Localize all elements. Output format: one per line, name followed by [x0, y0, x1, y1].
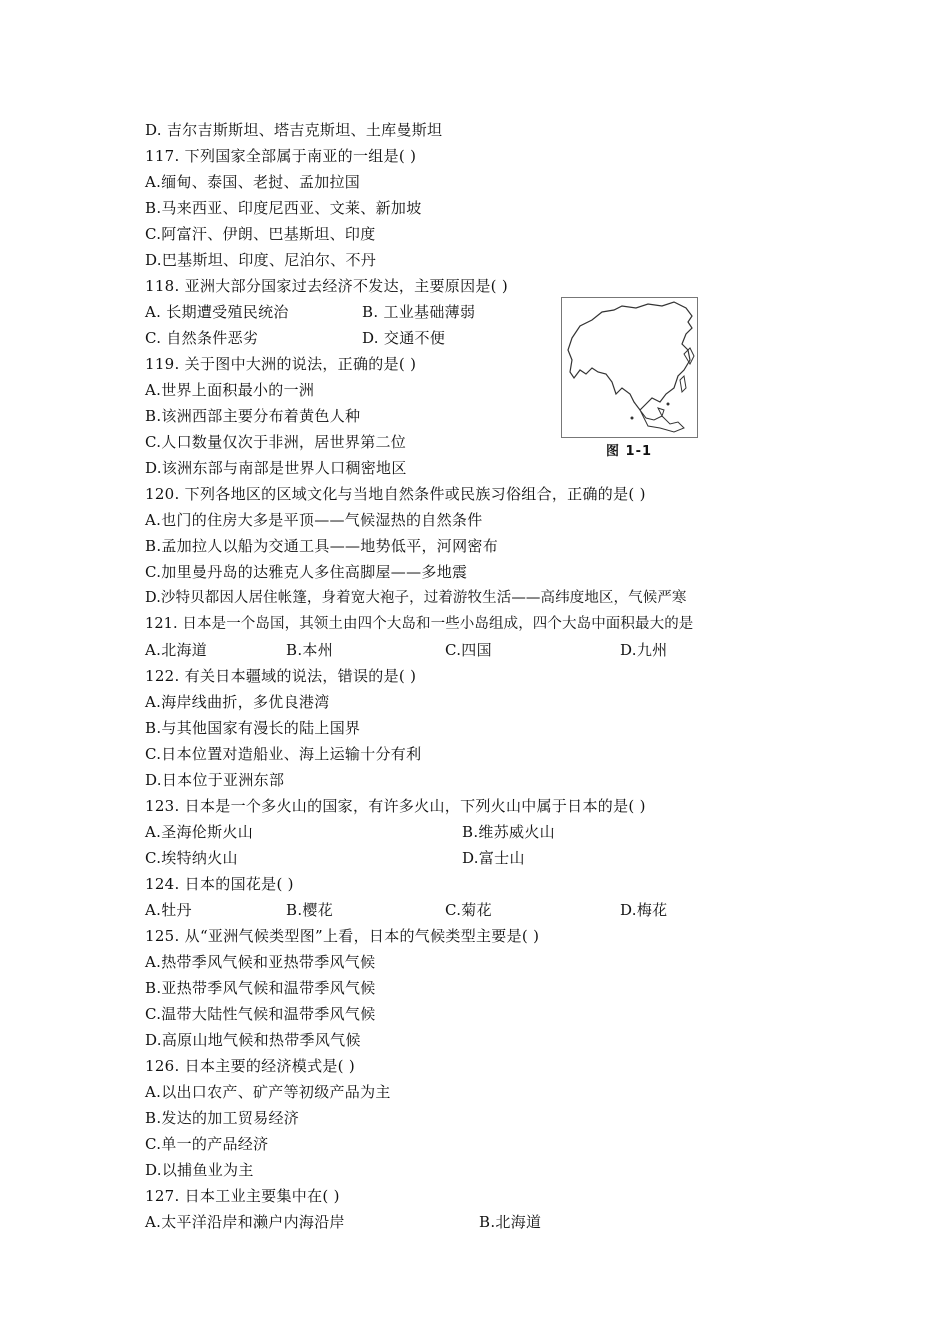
question-120: 120. 下列各地区的区域文化与当地自然条件或民族习俗组合，正确的是( ) [145, 485, 646, 503]
option-line: A.以出口农产、矿产等初级产品为主 [145, 1083, 391, 1101]
option-line: C.人口数量仅次于非洲，居世界第二位 [145, 433, 407, 451]
option-line: D.高原山地气候和热带季风气候 [145, 1031, 361, 1049]
option-121-b: B.本州 [286, 641, 333, 659]
asia-map-icon [562, 298, 697, 437]
option-line: C.单一的产品经济 [145, 1135, 269, 1153]
option-line: C.加里曼丹岛的达雅克人多住高脚屋——多地震 [145, 563, 468, 581]
option-124-a: A.牡丹 [145, 901, 192, 919]
option-124-b: B.樱花 [286, 901, 333, 919]
option-124-d: D.梅花 [620, 901, 668, 919]
option-line: A.热带季风气候和亚热带季风气候 [145, 953, 376, 971]
option-line: B.发达的加工贸易经济 [145, 1109, 300, 1127]
option-121-d: D.九州 [620, 641, 668, 659]
question-122: 122. 有关日本疆域的说法，错误的是( ) [145, 667, 417, 685]
question-121: 121. 日本是一个岛国，其领土由四个大岛和一些小岛组成，四个大岛中面积最大的是 [145, 616, 694, 632]
question-125: 125. 从“亚洲气候类型图”上看，日本的气候类型主要是( ) [145, 927, 540, 945]
option-118-d: D. 交通不便 [362, 329, 446, 347]
option-123-c: C.埃特纳火山 [145, 849, 238, 867]
option-line: B.马来西亚、印度尼西亚、文莱、新加坡 [145, 199, 422, 217]
option-127-a: A.太平洋沿岸和濑户内海沿岸 [145, 1213, 345, 1231]
question-118: 118. 亚洲大部分国家过去经济不发达，主要原因是( ) [145, 277, 509, 295]
option-line: D.沙特贝都因人居住帐篷，身着宽大袍子，过着游牧生活——高纬度地区，气候严寒 [145, 590, 687, 606]
option-line: A.缅甸、泰国、老挝、孟加拉国 [145, 173, 361, 191]
option-line: D.以捕鱼业为主 [145, 1161, 254, 1179]
option-line: B.孟加拉人以船为交通工具——地势低平，河网密布 [145, 537, 498, 555]
option-118-c: C. 自然条件恶劣 [145, 329, 259, 347]
question-117: 117. 下列国家全部属于南亚的一组是( ) [145, 147, 417, 165]
question-124: 124. 日本的国花是( ) [145, 875, 294, 893]
question-126: 126. 日本主要的经济模式是( ) [145, 1057, 356, 1075]
option-121-a: A.北海道 [145, 641, 208, 659]
option-123-a: A.圣海伦斯火山 [145, 823, 254, 841]
option-line: D.该洲东部与南部是世界人口稠密地区 [145, 459, 407, 477]
option-line: B.与其他国家有漫长的陆上国界 [145, 719, 361, 737]
option-line: B.该洲西部主要分布着黄色人种 [145, 407, 361, 425]
figure-caption: 图 1-1 [606, 444, 653, 459]
option-line: D.巴基斯坦、印度、尼泊尔、不丹 [145, 251, 377, 269]
option-127-b: B.北海道 [479, 1213, 542, 1231]
option-line: D.日本位于亚洲东部 [145, 771, 285, 789]
question-119: 119. 关于图中大洲的说法，正确的是( ) [145, 355, 417, 373]
option-line: C.日本位置对造船业、海上运输十分有利 [145, 745, 422, 763]
option-line: D. 吉尔吉斯斯坦、塔吉克斯坦、土库曼斯坦 [145, 121, 443, 139]
option-121-c: C.四国 [445, 641, 492, 659]
option-line: A.也门的住房大多是平顶——气候湿热的自然条件 [145, 511, 483, 529]
option-line: C.温带大陆性气候和温带季风气候 [145, 1005, 376, 1023]
option-123-b: B.维苏威火山 [462, 823, 555, 841]
asia-map-figure [561, 297, 698, 438]
option-line: B.亚热带季风气候和温带季风气候 [145, 979, 376, 997]
question-127: 127. 日本工业主要集中在( ) [145, 1187, 340, 1205]
option-123-d: D.富士山 [462, 849, 525, 867]
option-line: A.世界上面积最小的一洲 [145, 381, 315, 399]
option-118-a: A. 长期遭受殖民统治 [145, 303, 289, 321]
question-123: 123. 日本是一个多火山的国家，有许多火山，下列火山中属于日本的是( ) [145, 797, 646, 815]
option-line: A.海岸线曲折，多优良港湾 [145, 693, 330, 711]
option-line: C.阿富汗、伊朗、巴基斯坦、印度 [145, 225, 376, 243]
option-118-b: B. 工业基础薄弱 [362, 303, 476, 321]
option-124-c: C.菊花 [445, 901, 492, 919]
